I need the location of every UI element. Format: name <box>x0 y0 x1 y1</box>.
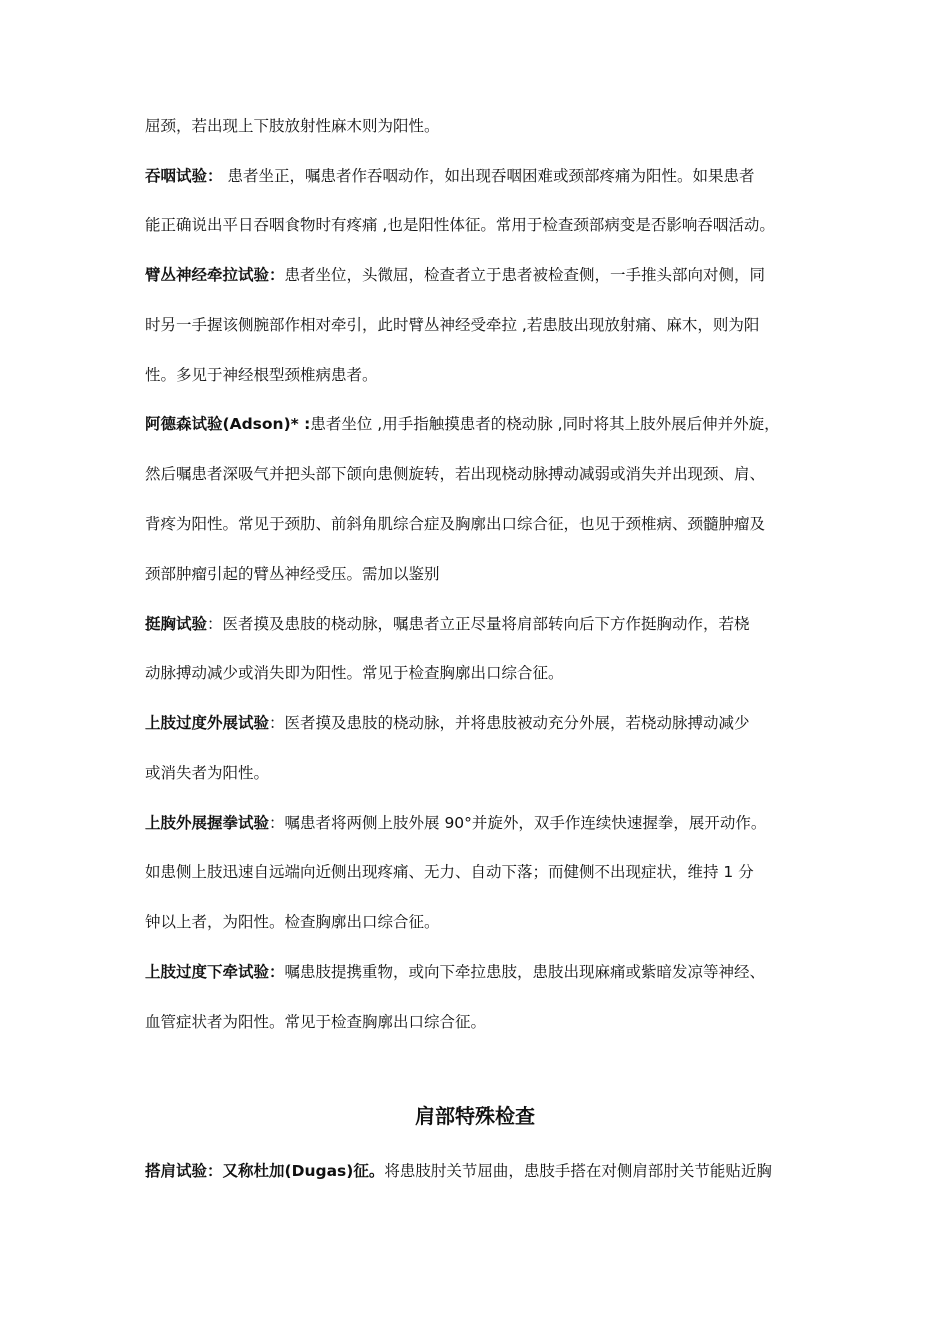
term-label: 阿德森试验(Adson)* : <box>145 415 311 433</box>
text-line <box>145 663 835 683</box>
line-text: 动脉搏动减少或消失即为阳性。常见于检查胸廓出口综合征。 <box>145 664 564 682</box>
line-text: 或消失者为阳性。 <box>145 764 270 782</box>
line-text: 背疼为阳性。常见于颈肋、前斜角肌综合症及胸廓出口综合征，也见于颈椎病、颈髓肿瘤及 <box>145 515 766 533</box>
text-line <box>145 464 835 484</box>
term-label: 吞咽试验： <box>145 167 223 185</box>
text-line <box>145 116 835 136</box>
text-line <box>145 514 835 534</box>
term-label: 上肢外展握拳试验 <box>145 814 270 832</box>
line-text: 钟以上者，为阳性。检查胸廓出口综合征。 <box>145 913 440 931</box>
line-text: 时另一手握该侧腕部作相对牵引，此时臂丛神经受牵拉 ,若患肢出现放射痛、麻木，则为阳 <box>145 316 760 334</box>
line-text: 血管症状者为阳性。常见于检查胸廓出口综合征。 <box>145 1013 487 1031</box>
text-line <box>145 365 835 385</box>
line-text: 颈部肿瘤引起的臂丛神经受压。需加以鉴别 <box>145 565 440 583</box>
text-line <box>145 912 835 932</box>
text-line <box>145 564 835 584</box>
text-line <box>145 166 835 186</box>
line-text: ：嘱患者将两侧上肢外展 90°并旋外，双手作连续快速握拳，展开动作。 <box>269 814 767 832</box>
line-text: 嘱患肢提携重物，或向下牵拉患肢，患肢出现麻痛或紫暗发凉等神经、 <box>284 963 766 981</box>
text-line <box>145 763 835 783</box>
term-label: 挺胸试验 <box>145 615 208 633</box>
text-line <box>145 713 835 733</box>
line-text: 患者坐正，嘱患者作吞咽动作，如出现吞咽困难或颈部疼痛为阳性。如果患者 <box>222 167 755 185</box>
line-text: 性。多见于神经根型颈椎病患者。 <box>145 366 378 384</box>
line-text: 患者坐位，头微屈，检查者立于患者被检查侧，一手推头部向对侧，同 <box>284 266 766 284</box>
text-line <box>145 962 835 982</box>
line-text: 然后嘱患者深吸气并把头部下颌向患侧旋转，若出现桡动脉搏动减弱或消失并出现颈、肩、 <box>145 465 766 483</box>
text-line <box>145 1012 835 1032</box>
line-text: 屈颈，若出现上下肢放射性麻木则为阳性。 <box>145 117 440 135</box>
text-line <box>145 215 835 235</box>
text-line <box>145 614 835 634</box>
line-text: 如患侧上肢迅速自远端向近侧出现疼痛、无力、自动下落；而健侧不出现症状，维持 1 分 <box>145 863 754 881</box>
text-line <box>145 862 835 882</box>
text-line <box>145 1161 835 1181</box>
term-label: 上肢过度外展试验 <box>145 714 270 732</box>
line-text: 将患肢肘关节屈曲，患肢手搭在对侧肩部肘关节能贴近胸 <box>384 1162 772 1180</box>
term-label: 臂丛神经牵拉试验： <box>145 266 285 284</box>
term-label: 搭肩试验：又称杜加(Dugas)征。 <box>145 1162 385 1180</box>
term-label: 上肢过度下牵试验： <box>145 963 285 981</box>
text-line <box>145 414 835 434</box>
line-text: ：医者摸及患肢的桡动脉，嘱患者立正尽量将肩部转向后下方作挺胸动作，若桡 <box>207 615 750 633</box>
section-title: 肩部特殊检查 <box>415 1104 535 1128</box>
line-text: 患者坐位 ,用手指触摸患者的桡动脉 ,同时将其上肢外展后伸并外旋， <box>310 415 780 433</box>
text-line <box>145 315 835 335</box>
line-text: ：医者摸及患肢的桡动脉，并将患肢被动充分外展，若桡动脉搏动减少 <box>269 714 750 732</box>
line-text: 能正确说出平日吞咽食物时有疼痛 ,也是阳性体征。常用于检查颈部病变是否影响吞咽活动。 <box>145 216 775 234</box>
text-line <box>145 265 835 285</box>
text-line <box>145 813 835 833</box>
